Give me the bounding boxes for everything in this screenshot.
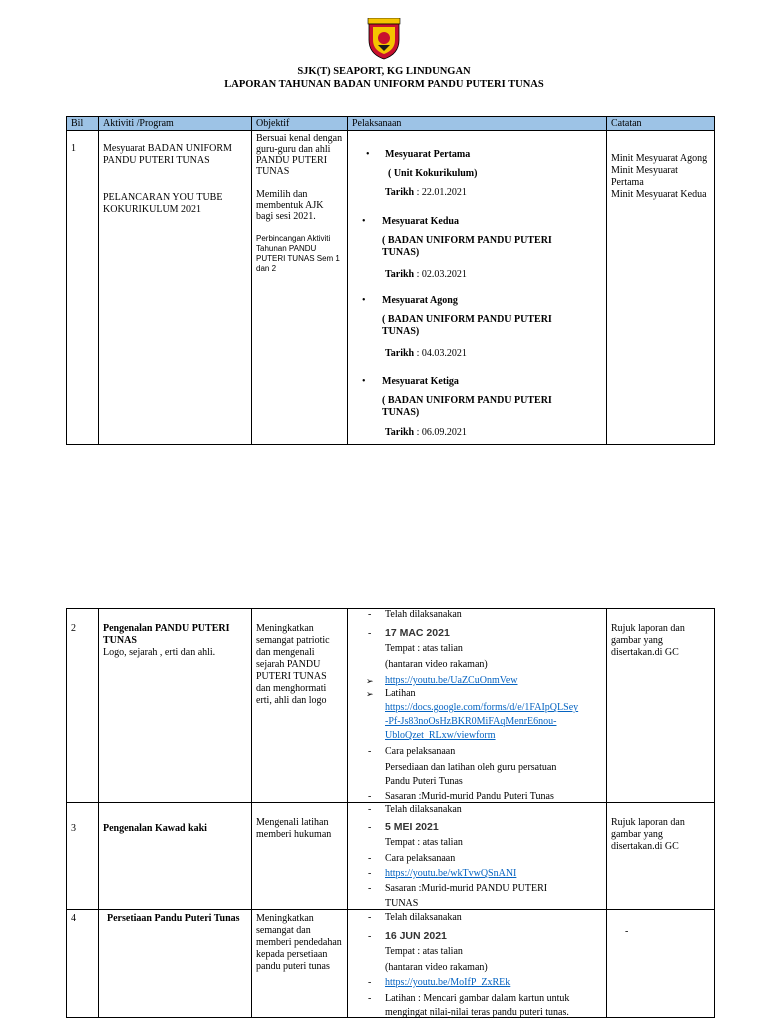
meeting-name: Mesyuarat Kedua [382, 216, 459, 227]
activity-title: Persetiaan Pandu Puteri Tunas [99, 910, 252, 1018]
school-crest-icon [366, 18, 402, 60]
status-text: Telah dilaksanakan [385, 609, 462, 620]
table-row [67, 910, 715, 1018]
activity-title: Pengenalan Kawad kaki [99, 803, 252, 910]
activity-text: Mesyuarat BADAN UNIFORM PANDU PUTERI TUNAS [103, 143, 232, 166]
table-row [67, 131, 715, 445]
method-label: Cara pelaksanaan [385, 853, 456, 864]
col-header-bil: Bil [67, 117, 99, 131]
col-header-aktiviti: Aktiviti /Program [99, 117, 252, 131]
activity-date: 5 MEI 2021 [385, 821, 439, 833]
notes-cell: Rujuk laporan dan gambar yang disertakan.di GC [607, 803, 715, 910]
venue-text: Tempat : atas talian [385, 946, 463, 957]
table-row [67, 609, 715, 803]
dash-bullet: - [368, 912, 372, 923]
activity-date: 16 JUN 2021 [385, 930, 447, 942]
status-text: Telah dilaksanakan [385, 912, 462, 923]
venue-text: Tempat : atas talian [385, 643, 463, 654]
table-row [67, 803, 715, 910]
method-text: Pandu Puteri Tunas [385, 776, 463, 787]
meeting-name: Mesyuarat Ketiga [382, 376, 459, 387]
school-name: SJK(T) SEAPORT, KG LINDUNGAN [297, 66, 471, 77]
objective-text: Bersuai kenal dengan guru-guru dan ahli PANDU PUTERI TUNAS [256, 133, 343, 177]
dash-bullet: - [368, 628, 372, 639]
method-label: Cara pelaksanaan [385, 746, 456, 757]
dash-bullet: - [368, 853, 372, 864]
bullet-icon: • [362, 376, 366, 387]
meeting-name: Mesyuarat Agong [382, 295, 458, 306]
meeting-body: ( Unit Kokurikulum) [388, 168, 478, 179]
dash-bullet: - [368, 883, 372, 894]
objective-text: Memilih dan membentuk AJK bagi sesi 2021. [256, 189, 324, 222]
venue-note: (hantaran video rakaman) [385, 962, 488, 973]
meeting-body: ( BADAN UNIFORM PANDU PUTERI TUNAS) [382, 314, 552, 337]
status-text: Telah dilaksanakan [385, 804, 462, 815]
notes-cell: - [607, 910, 715, 1018]
activity-title: Pengenalan PANDU PUTERI TUNAS [103, 623, 230, 646]
objective-text: Perbincangan Aktiviti Tahunan PANDU PUTERI TUNAS Sem 1 dan 2 [256, 234, 340, 273]
dash-bullet: - [368, 931, 372, 942]
notes-text: Minit Mesyuarat Pertama [611, 165, 678, 188]
meeting-date: Tarikh : 06.09.2021 [385, 427, 467, 438]
target-text: Sasaran :Murid-murid Pandu Puteri Tunas [385, 791, 554, 802]
exercise-label: Latihan [385, 688, 416, 699]
col-header-catatan: Catatan [607, 117, 715, 131]
dash-bullet: - [368, 791, 372, 802]
objective-cell: Meningkatkan semangat dan memberi pendedahan kepada persetiaan pandu puteri tunas [252, 910, 348, 1018]
col-header-pelaksanaan: Pelaksanaan [348, 117, 607, 131]
report-title: LAPORAN TAHUNAN BADAN UNIFORM PANDU PUTERI TUNAS [224, 79, 544, 90]
meeting-date: Tarikh : 04.03.2021 [385, 348, 467, 359]
dash-bullet: - [368, 993, 372, 1004]
method-text: Persediaan dan latihan oleh guru persatuan [385, 762, 557, 773]
activity-text: Logo, sejarah , erti dan ahli. [103, 647, 216, 658]
activity-cell [99, 609, 252, 803]
activity-table-2 [66, 608, 715, 1018]
objective-cell [252, 131, 348, 445]
target-text: Sasaran :Murid-murid PANDU PUTERI [385, 883, 548, 894]
venue-note: (hantaran video rakaman) [385, 659, 488, 670]
target-text: TUNAS [385, 898, 419, 909]
row-number: 2 [67, 609, 99, 803]
implementation-cell [348, 803, 607, 910]
row-number: 4 [67, 910, 99, 1018]
bullet-icon: • [362, 295, 366, 306]
activity-date: 17 MAC 2021 [385, 627, 450, 639]
notes-text: Minit Mesyuarat Agong [611, 153, 708, 164]
table-header-row [67, 117, 715, 131]
meeting-name: Mesyuarat Pertama [385, 149, 471, 160]
arrow-bullet-icon: ➢ [366, 676, 374, 686]
youtube-link[interactable]: https://youtu.be/wkTvwQSnANI [385, 868, 517, 879]
meeting-date: Tarikh : 22.01.2021 [385, 187, 467, 198]
dash-bullet: - [368, 868, 372, 879]
exercise-text: Latihan : Mencari gambar dalam kartun untuk [385, 993, 570, 1004]
youtube-link[interactable]: https://youtu.be/UaZCuOnmVew [385, 675, 518, 686]
exercise-text: mengingat nilai-nilai teras pandu puteri tunas. [385, 1007, 569, 1018]
dash-bullet: - [368, 977, 372, 988]
notes-cell: Rujuk laporan dan gambar yang disertakan.di GC [607, 609, 715, 803]
youtube-link[interactable]: https://youtu.be/MoIfP_ZxREk [385, 977, 511, 988]
implementation-cell [348, 131, 607, 445]
implementation-cell [348, 609, 607, 803]
meeting-body: ( BADAN UNIFORM PANDU PUTERI TUNAS) [382, 235, 552, 258]
bullet-icon: • [366, 149, 370, 160]
notes-text: Minit Mesyuarat Kedua [611, 189, 707, 200]
row-number: 1 [67, 131, 99, 445]
form-link[interactable]: https://docs.google.com/forms/d/e/1FAIpQLSey [385, 702, 579, 713]
col-header-objektif: Objektif [252, 117, 348, 131]
activity-cell [99, 131, 252, 445]
venue-text: Tempat : atas talian [385, 837, 463, 848]
dash-bullet: - [368, 609, 372, 620]
dash-bullet: - [368, 804, 372, 815]
row-number: 3 [67, 803, 99, 910]
bullet-icon: • [362, 216, 366, 227]
dash-bullet: - [368, 822, 372, 833]
dash-bullet: - [368, 746, 372, 757]
activity-text: PELANCARAN YOU TUBE KOKURIKULUM 2021 [103, 192, 223, 215]
objective-cell: Meningkatkan semangat patriotic dan mengenali sejarah PANDU PUTERI TUNAS dan menghormati erti, ahli dan logo [252, 609, 348, 803]
implementation-cell [348, 910, 607, 1018]
activity-table-1 [66, 116, 715, 445]
meeting-date: Tarikh : 02.03.2021 [385, 269, 467, 280]
arrow-bullet-icon: ➢ [366, 689, 374, 699]
notes-cell [607, 131, 715, 445]
form-link[interactable]: -Pf-Js83noOsHzBKR0MiFAqMenrE6nou- [385, 716, 557, 727]
form-link[interactable]: UbloQzet_RLxw/viewform [385, 730, 496, 741]
meeting-body: ( BADAN UNIFORM PANDU PUTERI TUNAS) [382, 395, 552, 418]
objective-cell: Mengenali latihan memberi hukuman [252, 803, 348, 910]
